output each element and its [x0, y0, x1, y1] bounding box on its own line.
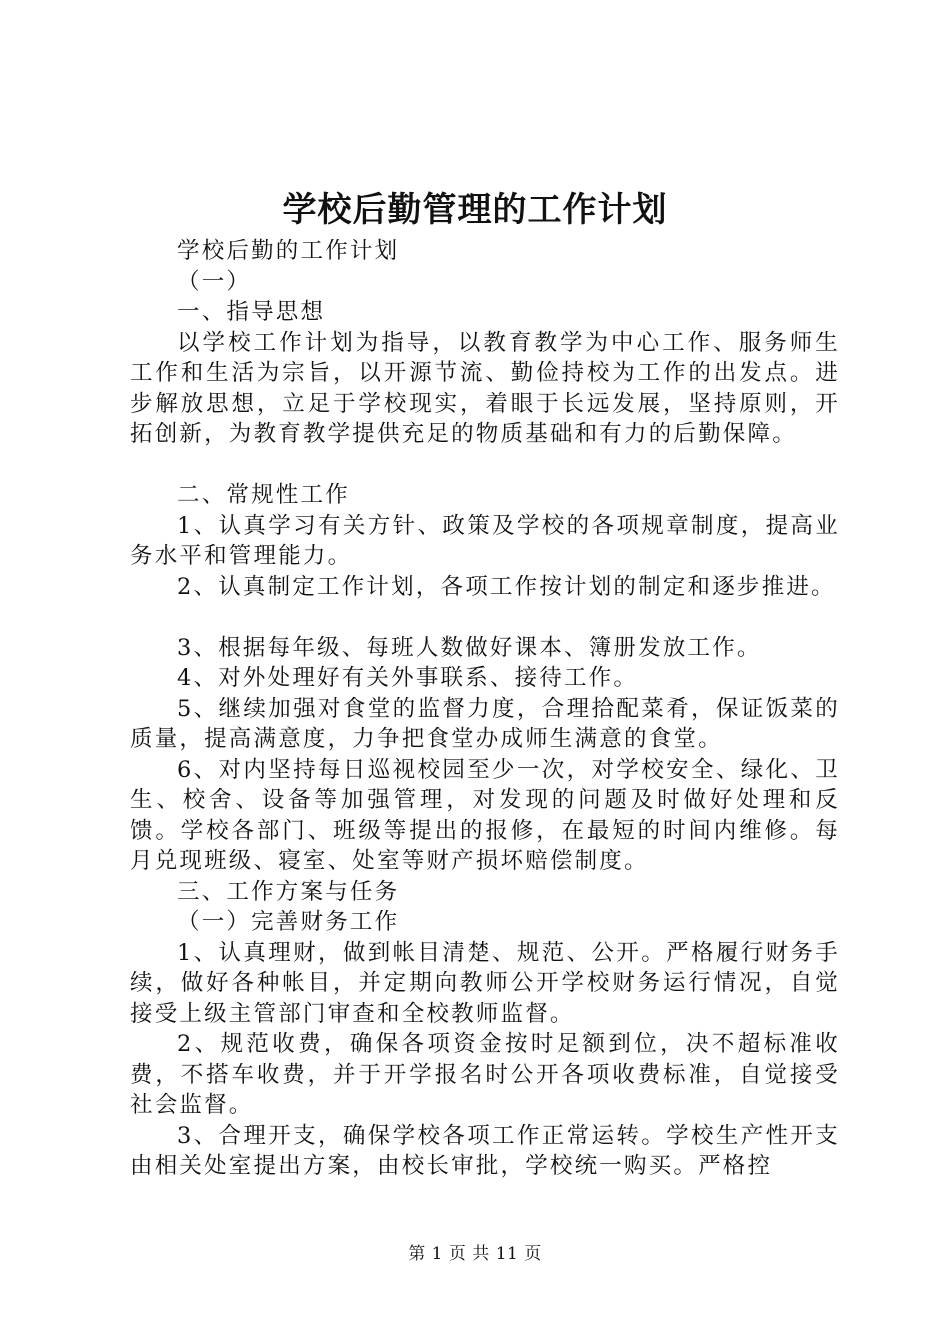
- list-item-routine-3: 3、根据每年级、每班人数做好课本、簿册发放工作。: [177, 634, 762, 661]
- list-item-routine-1: 1、认真学习有关方针、政策及学校的各项规章制度，提高业务水平和管理能力。: [130, 512, 840, 569]
- heading-plan-and-tasks: 三、工作方案与任务: [177, 878, 400, 905]
- list-item-routine-2: 2、认真制定工作计划，各项工作按计划的制定和逐步推进。: [177, 573, 836, 600]
- section-marker: （一）: [177, 268, 252, 295]
- list-item-finance-3: 3、合理开支，确保学校各项工作正常运转。学校生产性开支由相关处室提出方案，由校长审批，学校统一购买。严格控: [130, 1122, 840, 1179]
- subheading-finance: （一）完善财务工作: [177, 909, 400, 935]
- subtitle-paragraph: 学校后勤的工作计划: [177, 238, 400, 264]
- heading-guiding-ideology: 一、指导思想: [177, 299, 326, 325]
- document-body: [130, 236, 840, 1182]
- list-item-finance-2: 2、规范收费，确保各项资金按时足额到位，决不超标准收费，不搭车收费，并于开学报名时公开各项收费标准，自觉接受社会监督。: [130, 1031, 840, 1118]
- list-item-finance-1: 1、认真理财，做到帐目清楚、规范、公开。严格履行财务手续，做好各种帐目，并定期向教师公开学校财务运行情况，自觉接受上级主管部门审查和全校教师监督。: [130, 939, 840, 1027]
- page-number-footer: 第 1 页 共 11 页: [408, 1244, 542, 1264]
- heading-routine-work: 二、常规性工作: [177, 482, 350, 508]
- paragraph-guiding-ideology: 以学校工作计划为指导，以教育教学为中心工作、服务师生工作和生活为宗旨，以开源节流、勤俭持校为工作的出发点。进步解放思想，立足于学校现实，着眼于长远发展，坚持原则，开拓创新，为教育教学提供充足的物质基础和有力的后勤保障。: [130, 329, 840, 447]
- list-item-routine-5: 5、继续加强对食堂的监督力度，合理拾配菜肴，保证饭菜的质量，提高满意度，力争把食堂办成师生满意的食堂。: [130, 695, 840, 752]
- list-item-routine-6: 6、对内坚持每日巡视校园至少一次，对学校安全、绿化、卫生、校舍、设备等加强管理，对发现的问题及时做好处理和反馈。学校各部门、班级等提出的报修，在最短的时间内维修。每月兑现班级、寝室、处室等财产损坏赔偿制度。: [130, 756, 840, 874]
- list-item-routine-4: 4、对外处理好有关外事联系、接待工作。: [177, 665, 639, 691]
- document-title: 学校后勤管理的工作计划: [282, 190, 668, 230]
